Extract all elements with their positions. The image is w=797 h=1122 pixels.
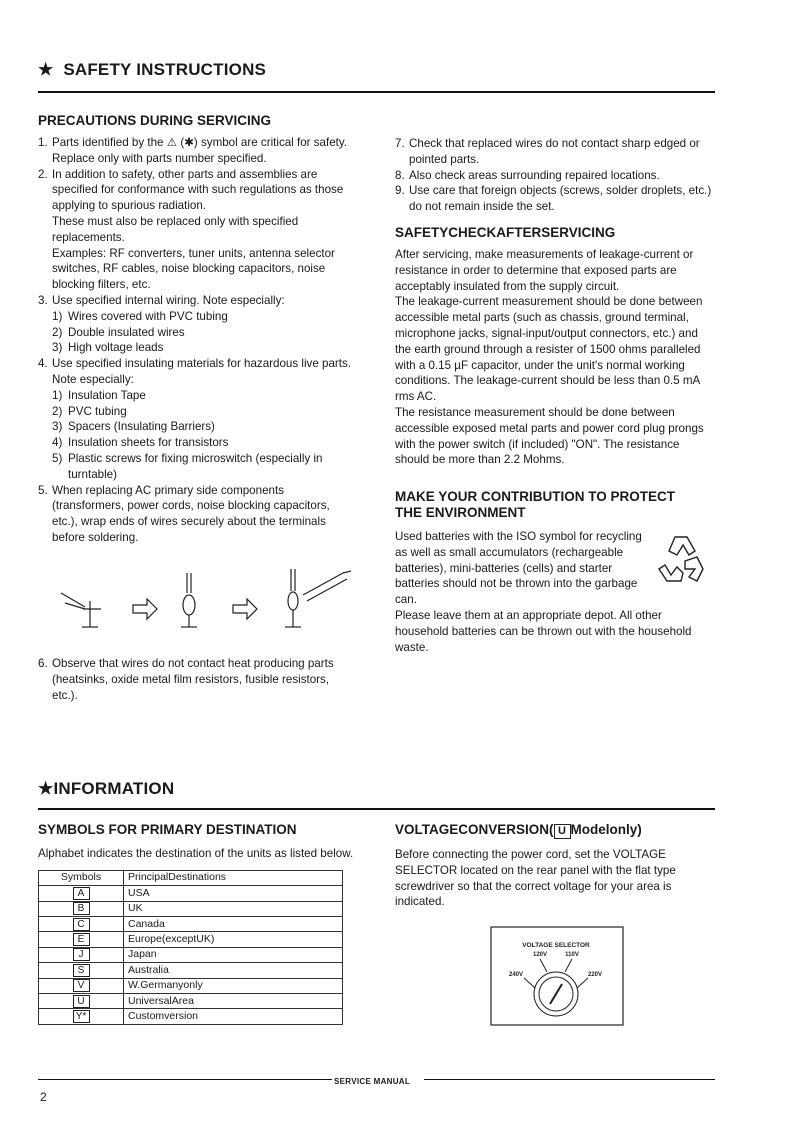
information-rule — [38, 808, 715, 810]
table-row — [39, 932, 343, 947]
list-item: 8. Also check areas surrounding repaired locations. — [395, 168, 660, 182]
destination-symbol: J — [73, 948, 90, 961]
label-240v: 240V — [508, 972, 524, 978]
safety-paragraph: After servicing, make measurements of leakage-current or resistance in order to determine that exposed parts are acceptably insulated from the supply circuit. — [395, 247, 694, 293]
destination-name: Canada — [124, 916, 343, 931]
list-item: 2. In addition to safety, other parts and assemblies are specified for conformance with such regulations as those applying to spurious radiation. These must also be replaced only with specified replacements. Examples: RF converters, tuner units, antenna selector switches, RF cables, noise blocking capacitors, noise blocking filters, etc. — [38, 167, 344, 292]
sub-list-item: 5) Plastic screws for fixing microswitch (especially in turntable) — [52, 451, 323, 481]
sub-list-item: 2) PVC tubing — [52, 404, 127, 418]
page-title: ★ SAFETY INSTRUCTIONS — [38, 60, 267, 79]
precautions-list-continued — [395, 136, 715, 215]
destination-name: UniversalArea — [124, 993, 343, 1008]
sub-list-item: 3) Spacers (Insulating Barriers) — [52, 420, 215, 434]
table-row — [39, 947, 343, 962]
list-item: 3. Use specified internal wiring. Note especially: 1) Wires covered with PVC tubing 2) Double insulated wires 3) High voltage leads — [38, 293, 285, 355]
information-title: ★INFORMATION — [38, 779, 175, 798]
destination-symbol: U — [73, 995, 90, 1008]
precaution-item-6: 6. Observe that wires do not contact heat producing parts (heatsinks, oxide metal film resistors, fusible resistors, etc.). — [38, 657, 334, 702]
safety-paragraph: The resistance measurement should be done between accessible exposed metal parts and power cord plug prongs with the power switch (if included) "ON". The resistance should be more than 2.2 Mohms. — [395, 405, 704, 467]
title-rule — [38, 91, 715, 93]
list-item: 1. Parts identified by the ⚠ (✱) symbol are critical for safety. Replace only with parts number specified. — [38, 136, 348, 165]
destination-symbol: A — [73, 887, 90, 900]
table-header-symbols: Symbols — [39, 870, 124, 885]
environment-paragraph-2: Please leave them at an appropriate depot. All other household batteries can be thrown out with the household waste. — [395, 608, 692, 654]
table-row — [39, 901, 343, 916]
page-number: 2 — [40, 1090, 47, 1104]
list-item: 9. Use care that foreign objects (screws, solder droplets, etc.) do not remain inside the set. — [395, 184, 712, 214]
table-row — [39, 886, 343, 901]
destination-name: W.Germanyonly — [124, 978, 343, 993]
table-header-destinations: PrincipalDestinations — [124, 870, 343, 885]
table-row — [39, 963, 343, 978]
destination-name: Australia — [124, 963, 343, 978]
environment-heading: MAKE YOUR CONTRIBUTION TO PROTECT THE ENVIRONMENT — [395, 489, 676, 520]
voltage-selector-diagram — [490, 926, 625, 1026]
wire-wrap-illustration — [55, 565, 355, 640]
safety-paragraph: The leakage-current measurement should be done between accessible metal parts (such as chassis, ground terminal, microphone jacks, signal-input/output connectors, etc.) and the earth ground through a resister of 1500 ohms paralleled with a 0.15 µF capacitor, under the unit's normal working conditions. The leakage-current should be less than 0.5 mA rms AC. — [395, 295, 703, 404]
destination-table — [38, 870, 343, 1025]
destination-symbol: C — [73, 918, 90, 931]
destination-symbol: V — [73, 979, 90, 992]
table-row — [39, 993, 343, 1008]
voltage-heading: VOLTAGECONVERSION( U Modelonly) — [395, 822, 642, 837]
sub-list-item: 4) Insulation sheets for transistors — [52, 436, 229, 450]
destination-symbol: B — [73, 902, 90, 915]
symbols-heading: SYMBOLS FOR PRIMARY DESTINATION — [38, 822, 297, 837]
table-row — [39, 1009, 343, 1024]
footer-label: SERVICE MANUAL — [334, 1077, 411, 1086]
environment-paragraph-1: Used batteries with the ISO symbol for recycling as well as small accumulators (rechargeable batteries), mini-batteries (cells) and starter batteries should not be thrown into the garbage can. — [395, 530, 642, 607]
list-item: 5. When replacing AC primary side components (transformers, power cords, noise blocking capacitors, etc.), wrap ends of wires securely about the terminals before soldering. — [38, 483, 330, 544]
recycle-icon — [653, 531, 713, 587]
label-220v: 220V — [587, 972, 603, 978]
destination-name: Europe(exceptUK) — [124, 932, 343, 947]
environment-section — [395, 489, 715, 655]
safety-check-heading: SAFETYCHECKAFTERSERVICING — [395, 224, 616, 240]
label-110v: 110V — [565, 952, 579, 958]
destination-symbol: Y* — [73, 1010, 90, 1023]
table-row — [39, 978, 343, 993]
precautions-list — [38, 135, 358, 546]
left-column — [38, 113, 358, 546]
safety-check-text — [395, 247, 715, 468]
footer-rule-right — [424, 1079, 715, 1080]
star-icon: ★ — [38, 779, 54, 798]
sub-list-item: 2) Double insulated wires — [52, 325, 185, 339]
voltage-selector-label: VOLTAGE SELECTOR — [522, 942, 590, 949]
footer-rule-left — [38, 1079, 332, 1080]
sub-list-item: 1) Wires covered with PVC tubing — [52, 309, 228, 323]
destination-name: Japan — [124, 947, 343, 962]
destination-symbol: E — [73, 933, 90, 946]
list-item: 4. Use specified insulating materials for hazardous live parts. Note especially: 1) Insulation Tape 2) PVC tubing 3) Spacers (Insulating Barriers) 4) Insulation sheets for transistors 5) Plastic screws for fixing microswitch (especially in turntable) — [38, 356, 358, 482]
voltage-text: Before connecting the power cord, set the VOLTAGE SELECTOR located on the rear panel with the flat type screwdriver so that the correct voltage for your area is indicated. — [395, 848, 676, 909]
precautions-heading: PRECAUTIONS DURING SERVICING — [38, 113, 272, 128]
symbols-intro: Alphabet indicates the destination of the units as listed below. — [38, 847, 354, 860]
list-item: 7. Check that replaced wires do not contact sharp edged or pointed parts. — [395, 137, 700, 166]
table-row — [39, 916, 343, 931]
destination-name: Customversion — [124, 1009, 343, 1024]
destination-symbol: S — [73, 964, 90, 977]
table-header-row — [39, 870, 343, 885]
right-column — [395, 136, 715, 468]
sub-list-item: 3) High voltage leads — [52, 341, 164, 355]
destination-name: UK — [124, 901, 343, 916]
symbols-section — [38, 822, 358, 1025]
sub-list-item: 1) Insulation Tape — [52, 388, 146, 402]
destination-name: USA — [124, 886, 343, 901]
voltage-section — [395, 822, 715, 910]
label-120v: 120V — [532, 952, 548, 958]
star-icon: ★ — [38, 60, 54, 79]
